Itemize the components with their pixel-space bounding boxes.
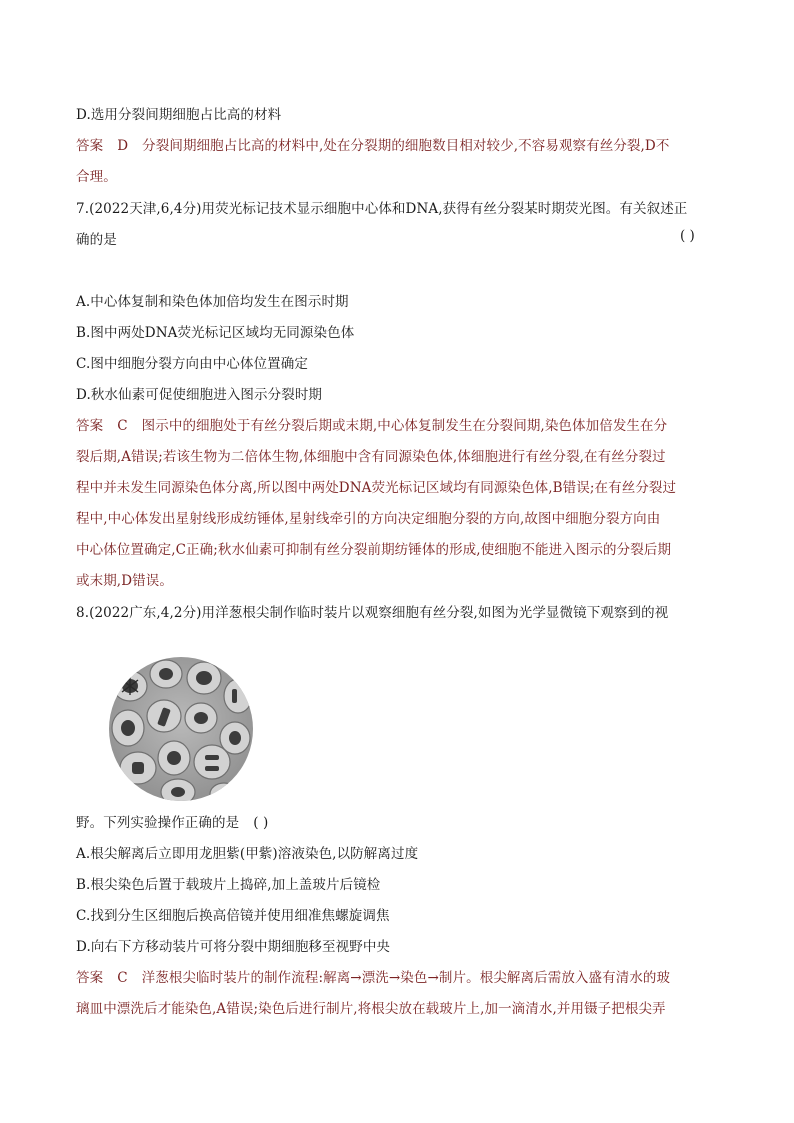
answer-label: 答案 [76,970,104,986]
q7-option-c: C.图中细胞分裂方向由中心体位置确定 [76,356,308,372]
microscope-field-image [108,656,254,802]
q7-answer-line-2: 裂后期,A错误;若该生物为二倍体生物,体细胞中含有同源染色体,体细胞进行有丝分裂,在有丝分裂过 [76,449,666,465]
q7-answer-blank: ( ) [680,228,695,244]
q7-stem-line-2: 确的是 [76,232,117,248]
q8-answer-line-1 [76,966,670,986]
q7-answer-line-6: 或末期,D错误。 [76,573,173,589]
answer-key: C [117,418,128,434]
q8-option-b: B.根尖染色后置于载玻片上捣碎,加上盖玻片后镜检 [76,877,381,893]
q7-option-b: B.图中两处DNA荧光标记区域均无同源染色体 [76,325,355,341]
q8-stem-line-1: 8.(2022广东,4,2分)用洋葱根尖制作临时装片以观察细胞有丝分裂,如图为光学显微镜下观察到的视 [76,605,669,621]
answer-text: 洋葱根尖临时装片的制作流程:解离→漂洗→染色→制片。根尖解离后需放入盛有清水的玻 [141,970,671,986]
answer-key: C [117,970,128,986]
q7-answer-line-3: 程中并未发生同源染色体分离,所以图中两处DNA荧光标记区域均有同源染色体,B错误;在有丝分裂过 [76,480,677,496]
answer-text: 分裂间期细胞占比高的材料中,处在分裂期的细胞数目相对较少,不容易观察有丝分裂,D不 [142,138,670,154]
answer-label: 答案 [76,138,104,154]
q6-option-d: D.选用分裂间期细胞占比高的材料 [76,107,282,123]
q7-stem-line-1: 7.(2022天津,6,4分)用荧光标记技术显示细胞中心体和DNA,获得有丝分裂某时期荧光图。有关叙述正 [76,201,688,217]
q6-answer-line-1 [76,134,669,154]
q7-answer-line-1 [76,414,667,434]
q7-option-d: D.秋水仙素可促使细胞进入图示分裂时期 [76,387,323,403]
answer-label: 答案 [76,418,104,434]
q8-option-a: A.根尖解离后立即用龙胆紫(甲紫)溶液染色,以防解离过度 [76,846,419,862]
q7-answer-line-5: 中心体位置确定,C正确;秋水仙素可抑制有丝分裂前期纺锤体的形成,使细胞不能进入图示的分裂后期 [76,542,672,558]
q8-stem-line-2 [76,811,268,831]
q8-option-c: C.找到分生区细胞后换高倍镜并使用细准焦螺旋调焦 [76,908,390,924]
q7-option-a: A.中心体复制和染色体加倍均发生在图示时期 [76,294,349,310]
q8-stem-text: 野。下列实验操作正确的是 [76,815,240,831]
answer-key: D [117,138,129,154]
q8-option-d: D.向右下方移动装片可将分裂中期细胞移至视野中央 [76,939,391,955]
q8-answer-blank: ( ) [253,815,269,831]
q7-answer-line-4: 程中,中心体发出星射线形成纺锤体,星射线牵引的方向决定细胞分裂的方向,故图中细胞分裂方向由 [76,511,661,527]
answer-text: 图示中的细胞处于有丝分裂后期或末期,中心体复制发生在分裂间期,染色体加倍发生在分 [141,418,668,434]
q6-answer-line-2: 合理。 [76,169,117,185]
q8-answer-line-2: 璃皿中漂洗后才能染色,A错误;染色后进行制片,将根尖放在载玻片上,加一滴清水,并用镊子把根尖弄 [76,1001,666,1017]
